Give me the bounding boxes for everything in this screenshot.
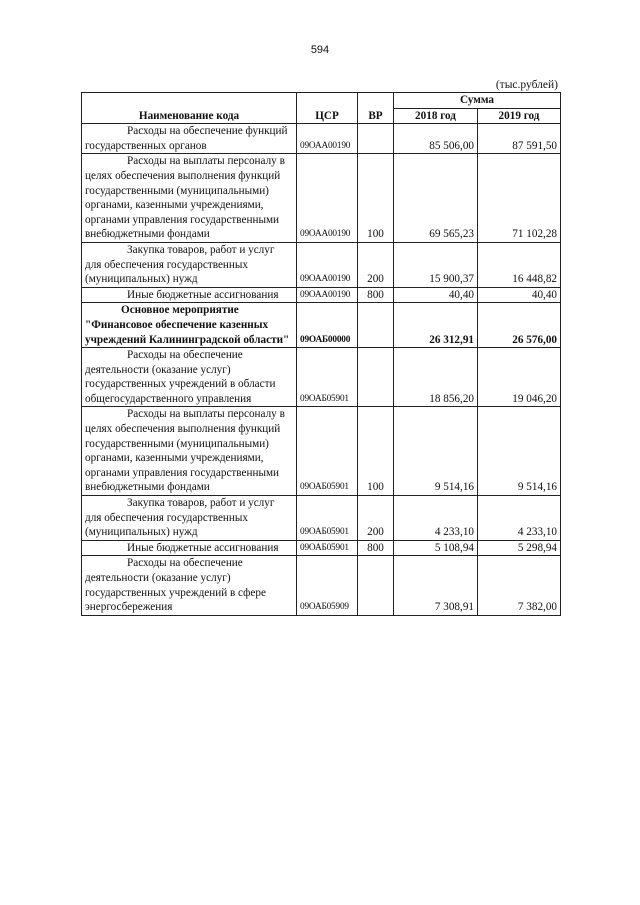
table-row — [82, 287, 561, 303]
row-csr-code: 09ОАА00190 — [297, 242, 358, 287]
header-year-2018: 2018 год — [394, 108, 478, 124]
budget-table — [81, 92, 561, 616]
header-name: Наименование кода — [82, 93, 297, 124]
row-amount-2019: 9 514,16 — [478, 407, 561, 496]
row-amount-2018: 18 856,20 — [394, 348, 478, 407]
row-name: Расходы на выплаты персоналу в целях обеспечения выполнения функций государственными (муниципальными) органами, казенными учреждениями, органами управления государственными внебюджетными фондами — [85, 408, 285, 494]
row-amount-2019: 5 298,94 — [478, 540, 561, 556]
row-name: Основное мероприятие "Финансовое обеспечение казенных учреждений Калининградской области" — [85, 304, 290, 346]
row-name: Иные бюджетные ассигнования — [127, 288, 279, 301]
row-name-cell — [82, 303, 297, 348]
row-name-cell — [82, 124, 297, 154]
row-amount-2018: 15 900,37 — [394, 242, 478, 287]
row-amount-2018: 7 308,91 — [394, 556, 478, 615]
row-name: Расходы на обеспечение деятельности (оказание услуг) государственных учреждений в сфере энергосбережения — [85, 557, 266, 614]
row-amount-2019: 87 591,50 — [478, 124, 561, 154]
table-row — [82, 303, 561, 348]
page-number: 594 — [310, 44, 330, 56]
row-csr-code: 09ОАА00190 — [297, 287, 358, 303]
row-name: Расходы на выплаты персоналу в целях обеспечения выполнения функций государственными (муниципальными) органами, казенными учреждениями, органами управления государственными внебюджетными фондами — [85, 155, 285, 241]
table-row — [82, 556, 561, 615]
row-amount-2019: 16 448,82 — [478, 242, 561, 287]
row-csr-code: 09ОАБ05901 — [297, 496, 358, 541]
row-vr-code: 800 — [358, 287, 394, 303]
row-vr-code — [358, 124, 394, 154]
row-amount-2019: 71 102,28 — [478, 154, 561, 243]
row-amount-2018: 9 514,16 — [394, 407, 478, 496]
row-name: Закупка товаров, работ и услуг для обеспечения государственных (муниципальных) нужд — [85, 243, 275, 286]
table-row — [82, 348, 561, 407]
table-row — [82, 540, 561, 556]
row-name-cell — [82, 540, 297, 556]
row-name: Расходы на обеспечение функций государственных органов — [85, 125, 288, 152]
row-name-cell — [82, 287, 297, 303]
row-vr-code: 200 — [358, 496, 394, 541]
row-csr-code: 09ОАБ05901 — [297, 407, 358, 496]
row-name-cell — [82, 556, 297, 615]
header-year-2019: 2019 год — [478, 108, 561, 124]
row-vr-code — [358, 556, 394, 615]
row-name: Закупка товаров, работ и услуг для обеспечения государственных (муниципальных) нужд — [85, 497, 275, 539]
row-vr-code: 100 — [358, 154, 394, 243]
table-body — [82, 124, 561, 616]
row-name-cell — [82, 496, 297, 541]
header-sum: Сумма — [394, 93, 561, 109]
row-csr-code: 09ОАА00190 — [297, 154, 358, 243]
row-csr-code: 09ОАБ05909 — [297, 556, 358, 615]
row-vr-code — [358, 303, 394, 348]
row-amount-2019: 19 046,20 — [478, 348, 561, 407]
row-name: Иные бюджетные ассигнования — [127, 541, 279, 554]
table-row — [82, 242, 561, 287]
row-name-cell — [82, 242, 297, 287]
header-csr: ЦСР — [297, 93, 358, 124]
row-name-cell — [82, 407, 297, 496]
row-vr-code — [358, 348, 394, 407]
row-amount-2018: 4 233,10 — [394, 496, 478, 541]
row-vr-code: 100 — [358, 407, 394, 496]
table-row — [82, 407, 561, 496]
table-row — [82, 496, 561, 541]
row-vr-code: 200 — [358, 242, 394, 287]
row-csr-code: 09ОАБ00000 — [297, 303, 358, 348]
row-amount-2019: 7 382,00 — [478, 556, 561, 615]
row-csr-code: 09ОАБ05901 — [297, 540, 358, 556]
row-amount-2018: 85 506,00 — [394, 124, 478, 154]
row-name-cell — [82, 348, 297, 407]
row-csr-code: 09ОАА00190 — [297, 124, 358, 154]
units-label: (тыс.рублей) — [495, 79, 558, 91]
table-row — [82, 154, 561, 243]
row-name: Расходы на обеспечение деятельности (оказание услуг) государственных учреждений в области общегосударственного управления — [85, 349, 276, 405]
row-amount-2018: 40,40 — [394, 287, 478, 303]
header-vr: ВР — [358, 93, 394, 124]
row-amount-2019: 26 576,00 — [478, 303, 561, 348]
table-row — [82, 124, 561, 154]
row-amount-2019: 4 233,10 — [478, 496, 561, 541]
row-amount-2019: 40,40 — [478, 287, 561, 303]
row-vr-code: 800 — [358, 540, 394, 556]
row-csr-code: 09ОАБ05901 — [297, 348, 358, 407]
row-amount-2018: 5 108,94 — [394, 540, 478, 556]
row-amount-2018: 69 565,23 — [394, 154, 478, 243]
row-name-cell — [82, 154, 297, 243]
row-amount-2018: 26 312,91 — [394, 303, 478, 348]
